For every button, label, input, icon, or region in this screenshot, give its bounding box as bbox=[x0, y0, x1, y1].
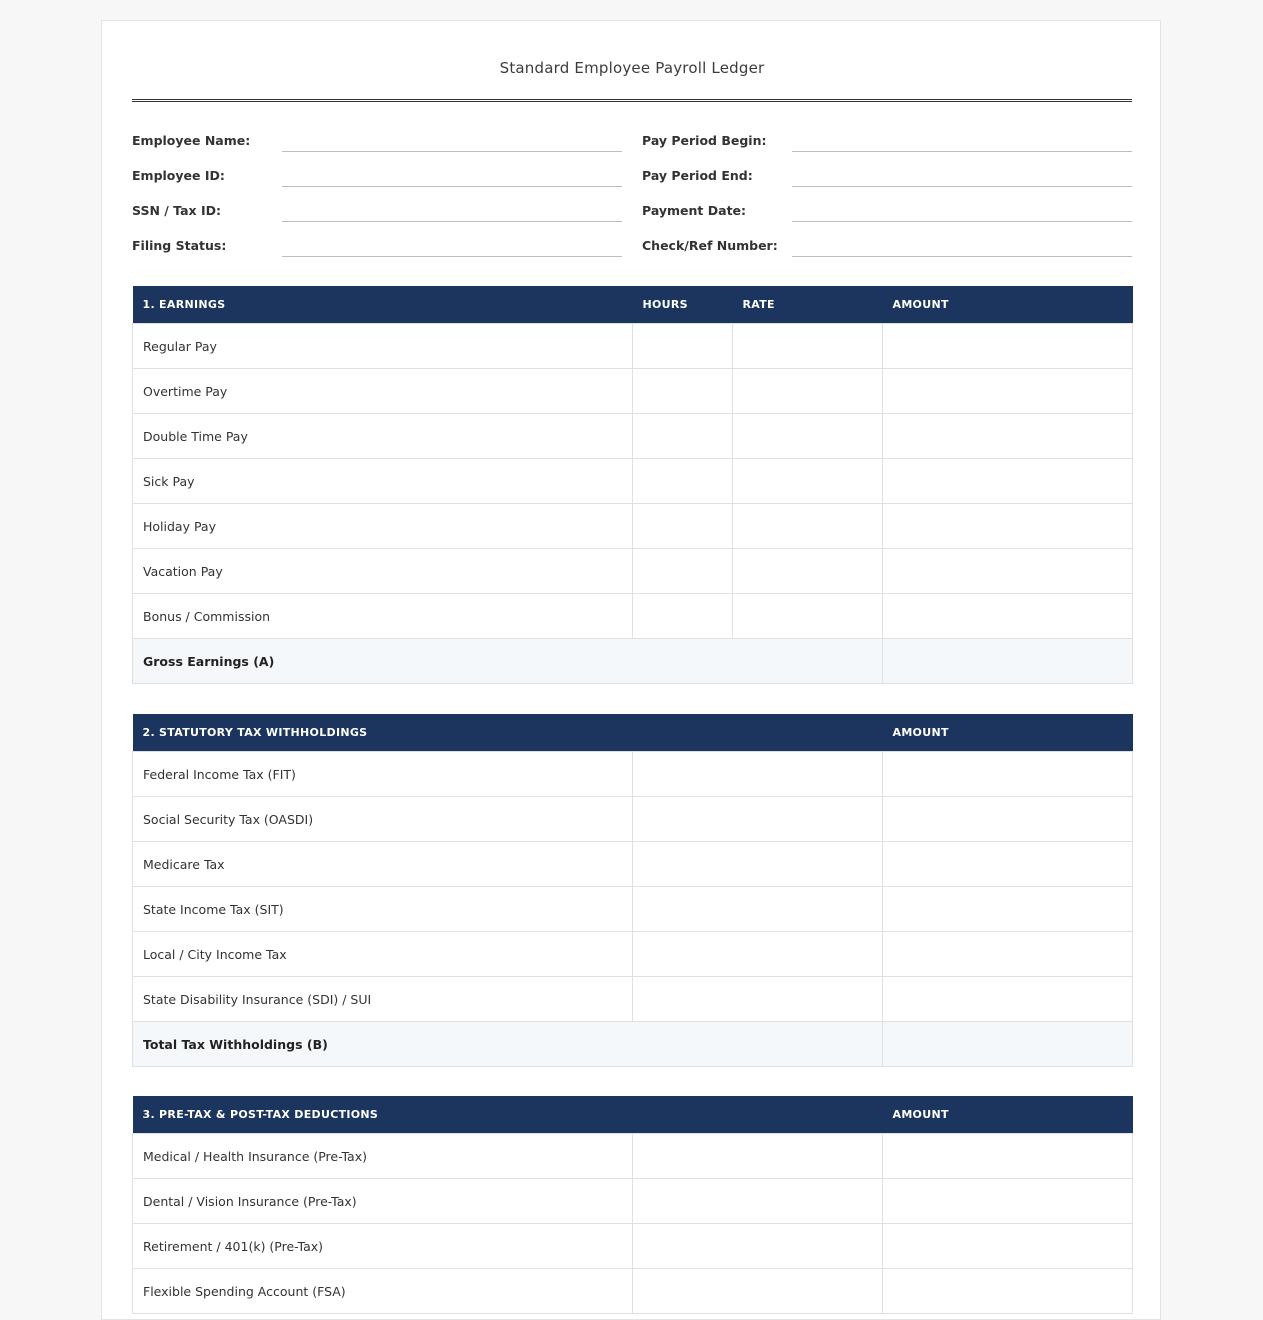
earnings-row-label: Vacation Pay bbox=[133, 549, 633, 594]
total-tax-label: Total Tax Withholdings (B) bbox=[133, 1022, 883, 1067]
table-row bbox=[133, 504, 1133, 549]
tax-row-label: State Disability Insurance (SDI) / SUI bbox=[133, 977, 633, 1022]
deductions-header: 3. PRE-TAX & POST-TAX DEDUCTIONS bbox=[133, 1096, 883, 1134]
hours-cell[interactable] bbox=[633, 504, 733, 549]
earnings-row-label: Bonus / Commission bbox=[133, 594, 633, 639]
table-row bbox=[133, 1179, 1133, 1224]
deduction-row-label: Dental / Vision Insurance (Pre-Tax) bbox=[133, 1179, 633, 1224]
rate-cell[interactable] bbox=[733, 504, 883, 549]
rate-cell[interactable] bbox=[733, 549, 883, 594]
tax-row-label: State Income Tax (SIT) bbox=[133, 887, 633, 932]
tax-detail-cell[interactable] bbox=[633, 977, 883, 1022]
tax-detail-cell[interactable] bbox=[633, 887, 883, 932]
hours-cell[interactable] bbox=[633, 369, 733, 414]
total-tax-row bbox=[133, 1022, 1133, 1067]
earnings-row-label: Holiday Pay bbox=[133, 504, 633, 549]
deductions-amount-header: AMOUNT bbox=[883, 1096, 1133, 1134]
payment-date-label: Payment Date: bbox=[642, 203, 747, 218]
amount-cell[interactable] bbox=[883, 369, 1133, 414]
gross-earnings-row bbox=[133, 639, 1133, 684]
amount-cell[interactable] bbox=[883, 1179, 1133, 1224]
amount-cell[interactable] bbox=[883, 842, 1133, 887]
rate-cell[interactable] bbox=[733, 594, 883, 639]
table-row bbox=[133, 1134, 1133, 1179]
tax-header-row bbox=[133, 714, 1133, 752]
tax-row-label: Local / City Income Tax bbox=[133, 932, 633, 977]
tax-detail-cell[interactable] bbox=[633, 932, 883, 977]
deductions-table bbox=[132, 1096, 1133, 1314]
info-row-check-ref bbox=[642, 230, 1132, 257]
amount-cell[interactable] bbox=[883, 1269, 1133, 1314]
tax-withholdings-header: 2. STATUTORY TAX WITHHOLDINGS bbox=[133, 714, 883, 752]
filing-status-label: Filing Status: bbox=[132, 238, 227, 253]
table-row bbox=[133, 977, 1133, 1022]
deduction-detail-cell[interactable] bbox=[633, 1269, 883, 1314]
deduction-row-label: Retirement / 401(k) (Pre-Tax) bbox=[133, 1224, 633, 1269]
hours-cell[interactable] bbox=[633, 549, 733, 594]
employee-id-label: Employee ID: bbox=[132, 168, 225, 183]
amount-cell[interactable] bbox=[883, 459, 1133, 504]
earnings-rate-header: RATE bbox=[733, 286, 883, 324]
earnings-hours-header: HOURS bbox=[633, 286, 733, 324]
payment-date-field[interactable] bbox=[792, 221, 1132, 222]
amount-cell[interactable] bbox=[883, 324, 1133, 369]
amount-cell[interactable] bbox=[883, 932, 1133, 977]
hours-cell[interactable] bbox=[633, 459, 733, 504]
amount-cell[interactable] bbox=[883, 504, 1133, 549]
amount-cell[interactable] bbox=[883, 887, 1133, 932]
filing-status-field[interactable] bbox=[282, 256, 622, 257]
info-row-pay-period-end bbox=[642, 160, 1132, 187]
table-row bbox=[133, 1224, 1133, 1269]
employee-name-label: Employee Name: bbox=[132, 133, 251, 148]
hours-cell[interactable] bbox=[633, 414, 733, 459]
table-row bbox=[133, 594, 1133, 639]
table-row bbox=[133, 1269, 1133, 1314]
gross-earnings-label: Gross Earnings (A) bbox=[133, 639, 883, 684]
deduction-row-label: Flexible Spending Account (FSA) bbox=[133, 1269, 633, 1314]
info-row-pay-period-begin bbox=[642, 125, 1132, 152]
deductions-header-row bbox=[133, 1096, 1133, 1134]
tax-amount-header: AMOUNT bbox=[883, 714, 1133, 752]
tax-row-label: Federal Income Tax (FIT) bbox=[133, 752, 633, 797]
rate-cell[interactable] bbox=[733, 414, 883, 459]
deduction-detail-cell[interactable] bbox=[633, 1224, 883, 1269]
tax-detail-cell[interactable] bbox=[633, 752, 883, 797]
earnings-row-label: Regular Pay bbox=[133, 324, 633, 369]
rate-cell[interactable] bbox=[733, 369, 883, 414]
check-ref-label: Check/Ref Number: bbox=[642, 238, 778, 253]
document-title: Standard Employee Payroll Ledger bbox=[499, 59, 765, 77]
check-ref-field[interactable] bbox=[792, 256, 1132, 257]
earnings-row-label: Double Time Pay bbox=[133, 414, 633, 459]
table-row bbox=[133, 414, 1133, 459]
table-row bbox=[133, 797, 1133, 842]
amount-cell[interactable] bbox=[883, 797, 1133, 842]
ledger-sheet bbox=[101, 20, 1161, 1320]
amount-cell[interactable] bbox=[883, 977, 1133, 1022]
table-row bbox=[133, 369, 1133, 414]
amount-cell[interactable] bbox=[883, 1224, 1133, 1269]
info-row-ssn bbox=[132, 195, 622, 222]
earnings-amount-header: AMOUNT bbox=[883, 286, 1133, 324]
employee-name-field[interactable] bbox=[282, 151, 622, 152]
earnings-header: 1. EARNINGS bbox=[133, 286, 633, 324]
amount-cell[interactable] bbox=[883, 752, 1133, 797]
deduction-row-label: Medical / Health Insurance (Pre-Tax) bbox=[133, 1134, 633, 1179]
earnings-header-row bbox=[133, 286, 1133, 324]
pay-period-end-label: Pay Period End: bbox=[642, 168, 753, 183]
table-row bbox=[133, 932, 1133, 977]
deduction-detail-cell[interactable] bbox=[633, 1179, 883, 1224]
pay-period-begin-field[interactable] bbox=[792, 151, 1132, 152]
info-row-filing-status bbox=[132, 230, 622, 257]
table-row bbox=[133, 842, 1133, 887]
tax-row-label: Medicare Tax bbox=[133, 842, 633, 887]
table-row bbox=[133, 459, 1133, 504]
title-double-rule bbox=[132, 99, 1132, 102]
amount-cell[interactable] bbox=[883, 1134, 1133, 1179]
ssn-field[interactable] bbox=[282, 221, 622, 222]
table-row bbox=[133, 752, 1133, 797]
amount-cell[interactable] bbox=[883, 549, 1133, 594]
rate-cell[interactable] bbox=[733, 459, 883, 504]
table-row bbox=[133, 549, 1133, 594]
info-row-employee-id bbox=[132, 160, 622, 187]
info-row-employee-name bbox=[132, 125, 622, 152]
tax-withholdings-table bbox=[132, 714, 1133, 1067]
tax-row-label: Social Security Tax (OASDI) bbox=[133, 797, 633, 842]
gross-earnings-amount-cell[interactable] bbox=[883, 639, 1133, 684]
rate-cell[interactable] bbox=[733, 324, 883, 369]
hours-cell[interactable] bbox=[633, 594, 733, 639]
table-row bbox=[133, 887, 1133, 932]
earnings-table bbox=[132, 286, 1133, 684]
table-row bbox=[133, 324, 1133, 369]
deduction-detail-cell[interactable] bbox=[633, 1134, 883, 1179]
ssn-label: SSN / Tax ID: bbox=[132, 203, 221, 218]
info-row-payment-date bbox=[642, 195, 1132, 222]
pay-period-begin-label: Pay Period Begin: bbox=[642, 133, 767, 148]
hours-cell[interactable] bbox=[633, 324, 733, 369]
amount-cell[interactable] bbox=[883, 594, 1133, 639]
pay-period-end-field[interactable] bbox=[792, 186, 1132, 187]
earnings-row-label: Sick Pay bbox=[133, 459, 633, 504]
tax-detail-cell[interactable] bbox=[633, 797, 883, 842]
earnings-row-label: Overtime Pay bbox=[133, 369, 633, 414]
total-tax-amount-cell[interactable] bbox=[883, 1022, 1133, 1067]
tax-detail-cell[interactable] bbox=[633, 842, 883, 887]
amount-cell[interactable] bbox=[883, 414, 1133, 459]
employee-id-field[interactable] bbox=[282, 186, 622, 187]
